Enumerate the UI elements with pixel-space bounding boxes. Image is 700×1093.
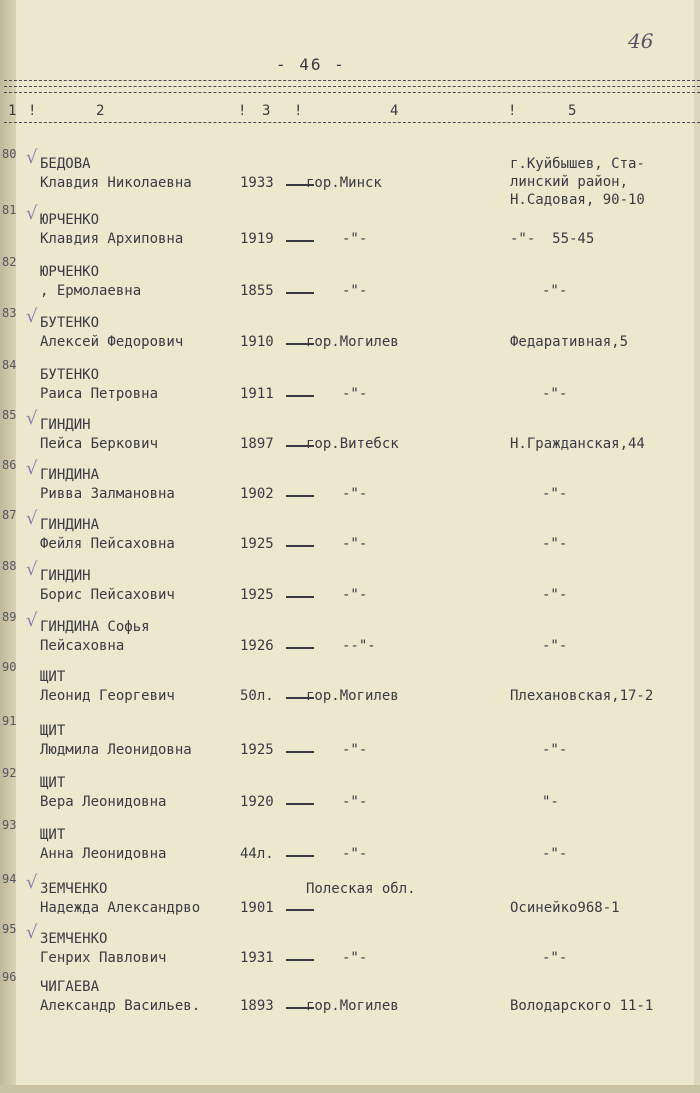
record-birth-place: -"- — [342, 231, 368, 247]
record-number: 90 — [2, 660, 17, 674]
record-birth-place: -"- — [342, 587, 368, 603]
record-name: , Ермолаевна — [40, 283, 142, 299]
record-name: Людмила Леонидовна — [40, 742, 192, 758]
record-surname: БУТЕНКО — [40, 315, 100, 331]
record-surname: ГИНДИНА — [40, 467, 100, 483]
record-birth-year: 1920 — [240, 794, 274, 810]
connector-dash — [286, 292, 314, 294]
record-birth-place: -"- — [342, 486, 368, 502]
record-birth-year: 1926 — [240, 638, 274, 654]
column-number: 4 — [390, 103, 399, 119]
connector-dash — [286, 184, 314, 186]
header-rule — [4, 122, 700, 123]
record-name: Вера Леонидовна — [40, 794, 167, 810]
record-birth-place: --"- — [342, 638, 376, 654]
record-birth-place: гор.Могилев — [306, 998, 399, 1014]
record-birth-year: 1925 — [240, 587, 274, 603]
record-number: 86 — [2, 458, 17, 472]
record-address: Н.Гражданская,44 — [510, 436, 645, 452]
record-address: -"- — [542, 587, 568, 603]
record-birth-place: -"- — [342, 794, 368, 810]
record-surname: ЮРЧЕНКО — [40, 264, 100, 280]
handwritten-page-number: 46 — [628, 29, 654, 53]
record-number: 95 — [2, 922, 17, 936]
check-mark: √ — [26, 610, 38, 631]
record-address: линский район, — [510, 174, 629, 190]
check-mark: √ — [26, 408, 38, 429]
column-number: 3 — [262, 103, 271, 119]
record-number: 87 — [2, 508, 17, 522]
check-mark: √ — [26, 872, 38, 893]
connector-dash — [286, 1007, 314, 1009]
record-surname: ЩИТ — [40, 669, 66, 685]
record-birth-year: 1919 — [240, 231, 274, 247]
record-name: Алексей Федорович — [40, 334, 184, 350]
record-birth-year: 1893 — [240, 998, 274, 1014]
record-name: Ривва Залмановна — [40, 486, 175, 502]
record-surname: ЩИТ — [40, 775, 66, 791]
record-birth-place: гор.Могилев — [306, 688, 399, 704]
record-surname: ЩИТ — [40, 827, 66, 843]
page-edge — [694, 0, 700, 1093]
connector-dash — [286, 240, 314, 242]
check-mark: √ — [26, 559, 38, 580]
record-number: 82 — [2, 255, 17, 269]
record-number: 88 — [2, 559, 17, 573]
record-birth-year: 1925 — [240, 742, 274, 758]
record-surname: ЮРЧЕНКО — [40, 212, 100, 228]
record-birth-year: 1910 — [240, 334, 274, 350]
record-birth-place: -"- — [342, 283, 368, 299]
record-birth-place: -"- — [342, 742, 368, 758]
page-number: - 46 - — [276, 55, 346, 74]
record-address: -"- — [542, 283, 568, 299]
record-number: 89 — [2, 610, 17, 624]
record-name: Клавдия Николаевна — [40, 175, 192, 191]
record-name: Фейля Пейсаховна — [40, 536, 175, 552]
connector-dash — [286, 343, 314, 345]
column-separator: ! — [294, 103, 303, 119]
connector-dash — [286, 697, 314, 699]
check-mark: √ — [26, 147, 38, 168]
record-address: -"- — [542, 950, 568, 966]
record-birth-year: 1931 — [240, 950, 274, 966]
record-birth-year: 1933 — [240, 175, 274, 191]
record-birth-place: гор.Могилев — [306, 334, 399, 350]
record-name: Раиса Петровна — [40, 386, 159, 402]
record-address: Володарского 11-1 — [510, 998, 654, 1014]
record-birth-year: 1911 — [240, 386, 274, 402]
connector-dash — [286, 751, 314, 753]
header-rule — [4, 86, 700, 87]
record-birth-year: 1897 — [240, 436, 274, 452]
record-surname: ГИНДИНА Софья — [40, 619, 150, 635]
check-mark: √ — [26, 306, 38, 327]
record-address: "- — [542, 794, 559, 810]
record-address: г.Куйбышев, Ста- — [510, 156, 645, 172]
record-surname: ГИНДИНА — [40, 517, 100, 533]
record-number: 85 — [2, 408, 17, 422]
record-address: Н.Садовая, 90-10 — [510, 192, 645, 208]
record-number: 92 — [2, 766, 17, 780]
record-address: -"- — [542, 638, 568, 654]
record-surname: ГИНДИН — [40, 568, 91, 584]
record-name: Анна Леонидовна — [40, 846, 167, 862]
record-address: Плехановская,17-2 — [510, 688, 654, 704]
check-mark: √ — [26, 508, 38, 529]
record-address: -"- — [542, 846, 568, 862]
connector-dash — [286, 545, 314, 547]
record-birth-place: -"- — [342, 386, 368, 402]
record-name: Клавдия Архиповна — [40, 231, 184, 247]
record-birth-year: 1902 — [240, 486, 274, 502]
record-name: Леонид Георгевич — [40, 688, 175, 704]
record-birth-year: 1901 — [240, 900, 274, 916]
record-birth-place: гор.Витебск — [306, 436, 399, 452]
record-name: Борис Пейсахович — [40, 587, 175, 603]
record-birth-place: гор.Минск — [306, 175, 382, 191]
record-birth-year: 1925 — [240, 536, 274, 552]
record-address: -"- — [542, 536, 568, 552]
record-number: 84 — [2, 358, 17, 372]
record-surname: БУТЕНКО — [40, 367, 100, 383]
column-separator: ! — [28, 103, 37, 119]
check-mark: √ — [26, 458, 38, 479]
record-address: -"- — [542, 742, 568, 758]
record-address: -"- 55-45 — [510, 231, 595, 247]
record-name: Генрих Павлович — [40, 950, 167, 966]
record-birth-place: -"- — [342, 846, 368, 862]
record-number: 83 — [2, 306, 17, 320]
record-birth-year: 1855 — [240, 283, 274, 299]
record-number: 96 — [2, 970, 17, 984]
record-surname: ЗЕМЧЕНКО — [40, 881, 108, 897]
record-number: 80 — [2, 147, 17, 161]
check-mark: √ — [26, 203, 38, 224]
record-surname: ЩИТ — [40, 723, 66, 739]
connector-dash — [286, 647, 314, 649]
record-name: Пейсаховна — [40, 638, 125, 654]
connector-dash — [286, 803, 314, 805]
record-surname: ГИНДИН — [40, 417, 91, 433]
record-number: 94 — [2, 872, 17, 886]
record-name: Александр Васильев. — [40, 998, 201, 1014]
header-rule — [4, 92, 700, 93]
record-birth-place: Полеская обл. — [306, 881, 416, 897]
connector-dash — [286, 855, 314, 857]
header-rule — [4, 80, 700, 81]
record-address: Федаративная,5 — [510, 334, 629, 350]
record-name: Надежда Александрво — [40, 900, 201, 916]
record-birth-year: 50л. — [240, 688, 274, 704]
connector-dash — [286, 445, 314, 447]
record-number: 81 — [2, 203, 17, 217]
record-birth-place: -"- — [342, 950, 368, 966]
page-bottom-edge — [0, 1085, 700, 1093]
column-number: 1 — [8, 103, 17, 119]
record-surname: ЗЕМЧЕНКО — [40, 931, 108, 947]
record-birth-year: 44л. — [240, 846, 274, 862]
connector-dash — [286, 959, 314, 961]
connector-dash — [286, 395, 314, 397]
connector-dash — [286, 596, 314, 598]
check-mark: √ — [26, 922, 38, 943]
connector-dash — [286, 909, 314, 911]
record-address: -"- — [542, 386, 568, 402]
record-number: 93 — [2, 818, 17, 832]
record-address: -"- — [542, 486, 568, 502]
record-name: Пейса Беркович — [40, 436, 159, 452]
record-address: Осинейко968-1 — [510, 900, 620, 916]
record-surname: ЧИГАЕВА — [40, 979, 100, 995]
column-number: 5 — [568, 103, 577, 119]
column-number: 2 — [96, 103, 105, 119]
column-separator: ! — [508, 103, 517, 119]
record-number: 91 — [2, 714, 17, 728]
record-birth-place: -"- — [342, 536, 368, 552]
connector-dash — [286, 495, 314, 497]
column-separator: ! — [238, 103, 247, 119]
record-surname: БЕДОВА — [40, 156, 91, 172]
